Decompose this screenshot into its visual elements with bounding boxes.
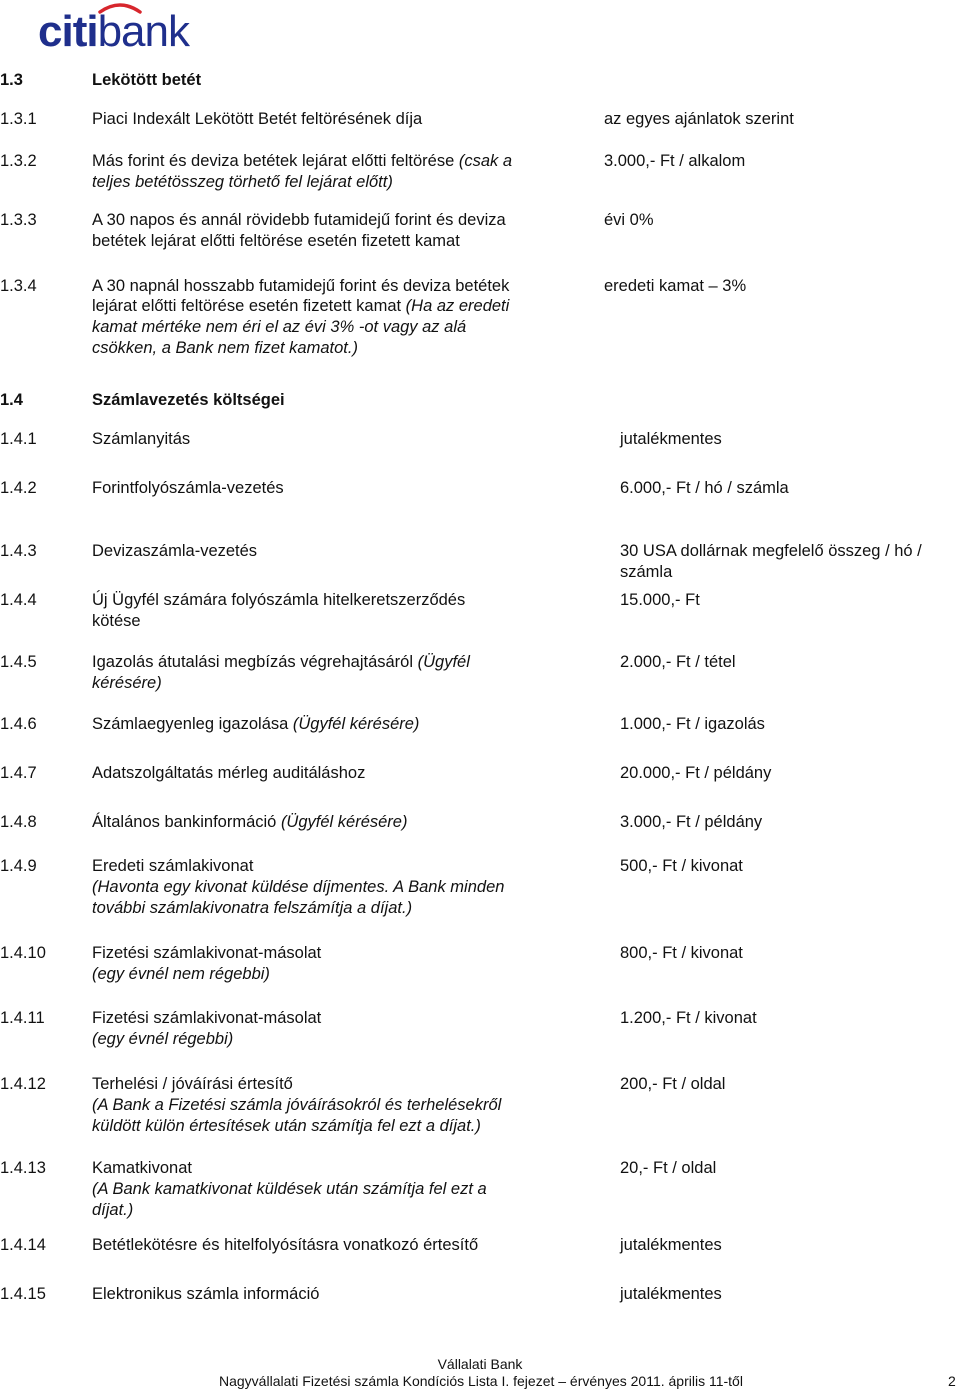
- item-number: 1.4.3: [0, 542, 37, 560]
- item-fee: évi 0%: [604, 211, 654, 229]
- item-description: Fizetési számlakivonat-másolat: [92, 1009, 322, 1027]
- item-description: Új Ügyfél számára folyószámla hitelkeretszerződés: [92, 591, 466, 609]
- item-number: 1.4.15: [0, 1285, 46, 1303]
- citibank-logo: [38, 2, 238, 52]
- item-description: Igazolás átutalási megbízás végrehajtásáról (Ügyfél: [92, 653, 470, 671]
- item-description-cont: betétek lejárat előtti feltörése esetén fizetett kamat: [92, 232, 460, 250]
- item-description: Fizetési számlakivonat-másolat: [92, 944, 322, 962]
- item-fee: 2.000,- Ft / tétel: [620, 653, 736, 671]
- item-fee: 800,- Ft / kivonat: [620, 944, 743, 962]
- item-fee-cont: számla: [620, 563, 673, 581]
- item-note: (Havonta egy kivonat küldése díjmentes. A Bank minden: [92, 878, 505, 896]
- item-number: 1.3.2: [0, 152, 37, 170]
- item-description: Piaci Indexált Lekötött Betét feltörésének díja: [92, 110, 423, 128]
- item-note: további számlakivonatra felszámítja a díjat.): [92, 899, 413, 917]
- section-title: Számlavezetés költségei: [92, 391, 285, 409]
- item-description: Számlaegyenleg igazolása (Ügyfél kérésére): [92, 715, 420, 733]
- item-description: Számlanyitás: [92, 430, 191, 448]
- footer-bank-name: Vállalati Bank: [437, 1356, 523, 1372]
- item-fee: 200,- Ft / oldal: [620, 1075, 726, 1093]
- item-fee: jutalékmentes: [620, 1236, 722, 1254]
- item-fee: 20.000,- Ft / példány: [620, 764, 772, 782]
- item-note: kérésére): [92, 674, 162, 692]
- item-description: Kamatkivonat: [92, 1159, 192, 1177]
- item-number: 1.4.2: [0, 479, 37, 497]
- item-description: Devizaszámla-vezetés: [92, 542, 258, 560]
- item-fee: jutalékmentes: [620, 1285, 722, 1303]
- item-number: 1.4.13: [0, 1159, 46, 1177]
- item-note: teljes betétösszeg törhető fel lejárat előtt): [92, 173, 393, 191]
- item-fee: 30 USA dollárnak megfelelő összeg / hó /: [620, 542, 922, 560]
- item-description: Adatszolgáltatás mérleg auditáláshoz: [92, 764, 366, 782]
- item-number: 1.4.7: [0, 764, 37, 782]
- item-number: 1.3.4: [0, 277, 37, 295]
- section-number: 1.4: [0, 391, 23, 409]
- item-note: kamat mértéke nem éri el az évi 3% -ot vagy az alá: [92, 318, 467, 336]
- item-fee: 20,- Ft / oldal: [620, 1159, 717, 1177]
- item-fee: az egyes ajánlatok szerint: [604, 110, 794, 128]
- item-note: csökken, a Bank nem fizet kamatot.): [92, 339, 358, 357]
- item-number: 1.4.8: [0, 813, 37, 831]
- item-description-cont: kötése: [92, 612, 141, 630]
- item-description: Eredeti számlakivonat: [92, 857, 254, 875]
- item-description: A 30 napnál hosszabb futamidejű forint és deviza betétek: [92, 277, 510, 295]
- footer-document-title: Nagyvállalati Fizetési számla Kondíciós Lista I. fejezet – érvényes 2011. április 11-től: [219, 1373, 743, 1389]
- footer-page-number: 2: [948, 1373, 956, 1389]
- item-number: 1.4.9: [0, 857, 37, 875]
- item-fee: 500,- Ft / kivonat: [620, 857, 743, 875]
- item-number: 1.4.6: [0, 715, 37, 733]
- item-fee: 1.000,- Ft / igazolás: [620, 715, 765, 733]
- item-fee: 3.000,- Ft / példány: [620, 813, 763, 831]
- item-description: Más forint és deviza betétek lejárat előtti feltörése (csak a: [92, 152, 513, 170]
- item-note: (A Bank kamatkivonat küldések után számítja fel ezt a: [92, 1180, 487, 1198]
- item-fee: 6.000,- Ft / hó / számla: [620, 479, 789, 497]
- item-description: Betétlekötésre és hitelfolyósításra vonatkozó értesítő: [92, 1236, 479, 1254]
- item-note: (egy évnél régebbi): [92, 1030, 234, 1048]
- item-fee: jutalékmentes: [620, 430, 722, 448]
- item-number: 1.4.4: [0, 591, 37, 609]
- item-fee: 3.000,- Ft / alkalom: [604, 152, 746, 170]
- item-number: 1.4.12: [0, 1075, 46, 1093]
- item-description: Általános bankinformáció (Ügyfél kérésére): [92, 813, 408, 831]
- item-note: küldött külön értesítések után számítja fel ezt a díjat.): [92, 1117, 481, 1135]
- item-number: 1.4.1: [0, 430, 37, 448]
- section-title: Lekötött betét: [92, 71, 202, 89]
- item-fee: eredeti kamat – 3%: [604, 277, 747, 295]
- item-fee: 15.000,- Ft: [620, 591, 700, 609]
- item-number: 1.4.14: [0, 1236, 46, 1254]
- item-description: A 30 napos és annál rövidebb futamidejű forint és deviza: [92, 211, 506, 229]
- item-number: 1.4.11: [0, 1009, 45, 1027]
- item-description: Terhelési / jóváírási értesítő: [92, 1075, 293, 1093]
- item-number: 1.3.1: [0, 110, 37, 128]
- section-number: 1.3: [0, 71, 23, 89]
- item-note: (egy évnél nem régebbi): [92, 965, 270, 983]
- item-description: Elektronikus számla információ: [92, 1285, 320, 1303]
- item-description-cont: lejárat előtti feltörése esetén fizetett kamat (Ha az eredeti: [92, 297, 510, 315]
- item-note: (A Bank a Fizetési számla jóváírásokról és terhelésekről: [92, 1096, 502, 1114]
- svg-text:citibank: citibank: [38, 7, 189, 52]
- item-fee: 1.200,- Ft / kivonat: [620, 1009, 757, 1027]
- item-description: Forintfolyószámla-vezetés: [92, 479, 284, 497]
- item-note: díjat.): [92, 1201, 134, 1219]
- item-number: 1.4.10: [0, 944, 46, 962]
- item-number: 1.3.3: [0, 211, 37, 229]
- item-number: 1.4.5: [0, 653, 37, 671]
